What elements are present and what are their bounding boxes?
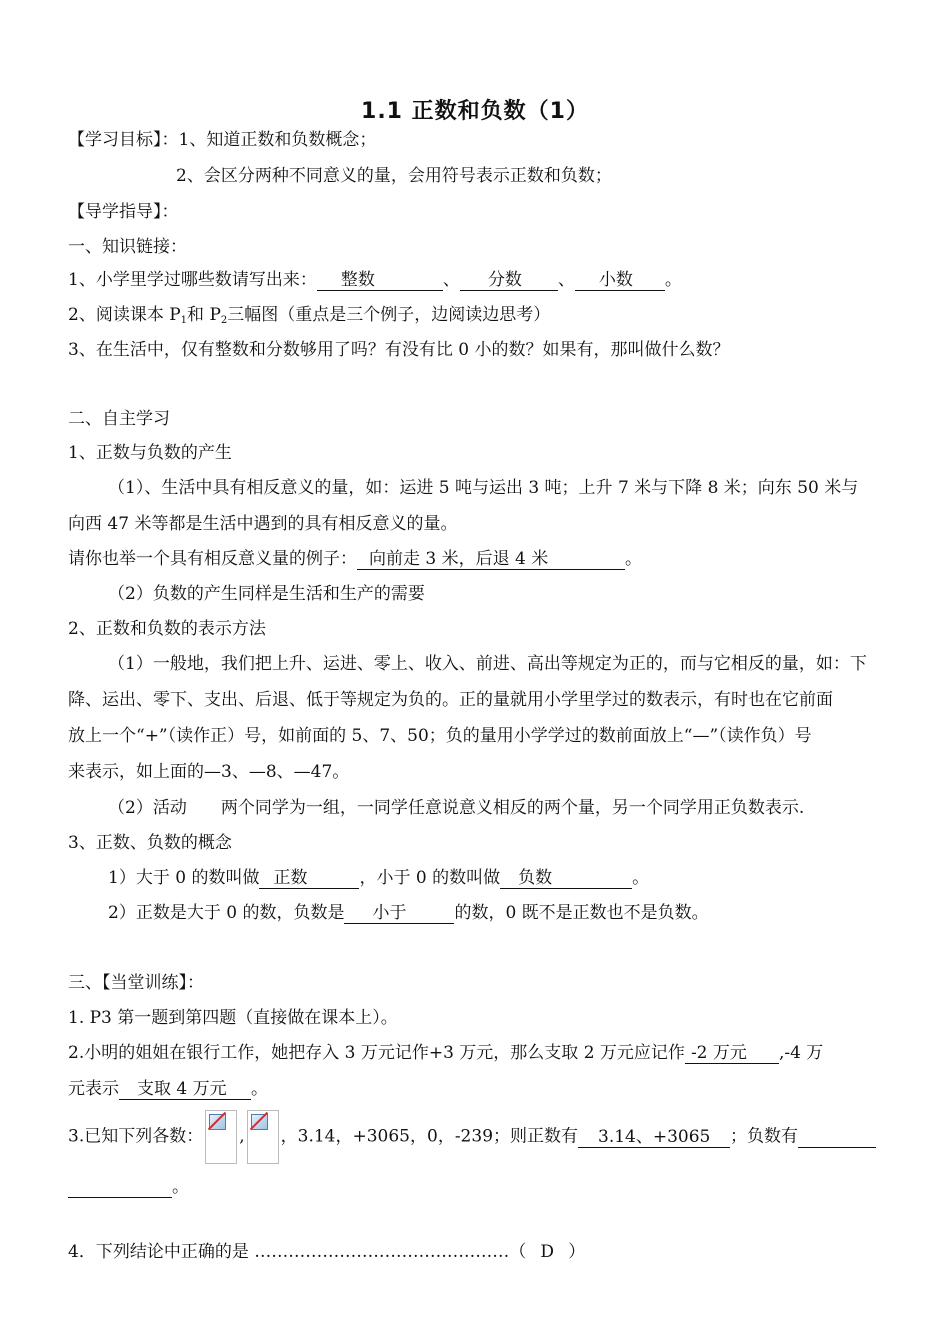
question-text: ,-4 万 — [778, 1043, 824, 1063]
question-text: 3.已知下列各数： — [68, 1126, 204, 1147]
answer-blank: 向前走 3 米，后退 4 米 — [357, 549, 625, 570]
exercise-3-line-1: 3.已知下列各数： , ，3.14，+3065，0，-239；则正数有 3.14、+3065 ；负数有 — [68, 1110, 884, 1164]
answer-blank-3: 小数 — [575, 270, 665, 291]
paragraph-line: 降、运出、零下、支出、后退、低于等规定为负的。正的量就用小学里学过的数表示，有时也在它前面 — [68, 690, 833, 710]
answer-blank: 小于 — [344, 903, 454, 924]
answer-blank-empty — [798, 1127, 876, 1148]
paragraph-line: 放上一个“+”（读作正）号，如前面的 5、7、50；负的量用小学学过的数前面放上“—”（读作负）号 — [68, 726, 812, 746]
question-text: ；负数有 — [730, 1126, 799, 1147]
goal-item-2: 2、会区分两种不同意义的量，会用符号表示正数和负数； — [176, 166, 612, 186]
knowledge-question-2 — [68, 303, 884, 333]
question-text: ） — [568, 1242, 586, 1262]
answer-blank: -2 万元 — [685, 1043, 779, 1064]
page-title: 1.1 正数和负数（1） — [361, 99, 589, 124]
question-text: 三幅图（重点是三个例子，边阅读边思考） — [227, 305, 551, 325]
exercise-2-line-1 — [68, 1041, 884, 1065]
answer-blank: 正数 — [259, 868, 359, 889]
paragraph-line: 来表示，如上面的—3、—8、—47。 — [68, 762, 350, 782]
answer-blank: 支取 4 万元 — [119, 1079, 251, 1100]
learning-goals-line-1 — [68, 128, 884, 152]
broken-image-icon — [247, 1110, 279, 1164]
exercise-2-line-2: 元表示 支取 4 万元 。 — [68, 1079, 268, 1099]
subscript: 2 — [220, 315, 228, 326]
section3-heading: 三、【当堂训练】： — [68, 973, 204, 993]
section1-heading: 一、知识链接： — [68, 237, 187, 257]
guide-heading: 【导学指导】： — [68, 202, 179, 222]
goals-heading: 【学习目标】： — [68, 130, 179, 150]
exercise-3-line-2: 。 — [68, 1175, 884, 1199]
subscript: 1 — [180, 315, 188, 326]
sub-heading-origin: 1、正数与负数的产生 — [68, 443, 232, 463]
answer-blank-2: 分数 — [460, 270, 558, 291]
question-text: 请你也举一个具有相反意义量的例子： — [68, 549, 357, 569]
choice-answer: D — [540, 1242, 555, 1262]
question-text: 2、阅读课本 P — [68, 305, 181, 325]
question-text: 元表示 — [68, 1079, 119, 1099]
broken-image-icon — [205, 1110, 237, 1164]
question-text: 2）正数是大于 0 的数，负数是 — [108, 903, 345, 923]
concept-line-1: 1）大于 0 的数叫做 正数 ，小于 0 的数叫做 负数 。 — [108, 868, 650, 888]
question-text: 和 P — [187, 305, 221, 325]
concept-line-2 — [108, 901, 884, 925]
paragraph-line: （2）负数的产生同样是生活和生产的需要 — [108, 584, 425, 604]
sub-heading-representation: 2、正数和负数的表示方法 — [68, 619, 266, 639]
question-text: 2.小明的姐姐在银行工作，她把存入 3 万元记作+3 万元，那么支取 2 万元应记作 — [68, 1043, 685, 1063]
sub-heading-concept: 3、正数、负数的概念 — [68, 833, 232, 853]
answer-blank-1: 整数 — [317, 270, 443, 291]
question-text: 1）大于 0 的数叫做 — [108, 868, 260, 888]
question-text: 4．下列结论中正确的是 ………………………………………（ — [68, 1242, 527, 1262]
paragraph-line: （1）一般地，我们把上升、运进、零上、收入、前进、高出等规定为正的，而与它相反的量，如：下 — [108, 654, 867, 674]
answer-blank: 3.14、+3065 — [578, 1127, 730, 1148]
question-text: ，3.14，+3065，0，-239；则正数有 — [280, 1126, 579, 1147]
knowledge-question-1: 1、小学里学过哪些数请写出来： 整数 、 分数 、 小数 。 — [68, 270, 682, 290]
knowledge-question-3: 3、在生活中，仅有整数和分数够用了吗？有没有比 0 小的数？如果有，那叫做什么数？ — [68, 340, 730, 360]
example-question: 请你也举一个具有相反意义量的例子： 向前走 3 米，后退 4 米 。 — [68, 549, 642, 569]
answer-blank-empty — [68, 1177, 172, 1198]
answer-blank: 负数 — [500, 868, 632, 889]
question-text: 的数，0 既不是正数也不是负数。 — [454, 903, 709, 923]
paragraph-line: （1）、生活中具有相反意义的量，如：运进 5 吨与运出 3 吨；上升 7 米与下降 8 米；向东 50 米与 — [108, 478, 859, 498]
goal-item-1: 1、知道正数和负数概念； — [178, 130, 377, 150]
question-text: ，小于 0 的数叫做 — [359, 868, 501, 888]
activity-line: （2）活动 两个同学为一组，一同学任意说意义相反的两个量，另一个同学用正负数表示. — [108, 798, 805, 818]
paragraph-line: 向西 47 米等都是生活中遇到的具有相反意义的量。 — [68, 514, 458, 534]
exercise-4 — [68, 1240, 884, 1264]
exercise-1: 1. P3 第一题到第四题（直接做在课本上）。 — [68, 1008, 398, 1028]
section2-heading: 二、自主学习 — [68, 409, 170, 429]
question-text: 1、小学里学过哪些数请写出来： — [68, 270, 317, 290]
